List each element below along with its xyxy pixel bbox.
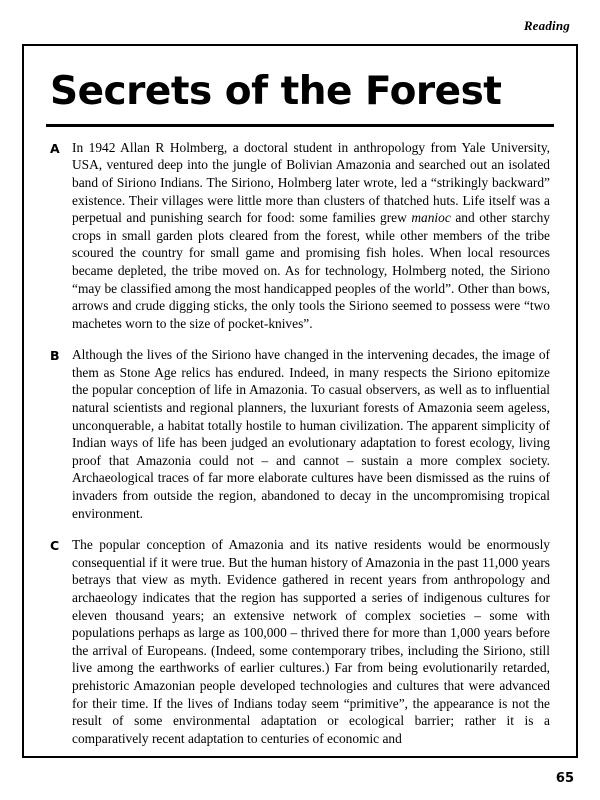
paragraph-block — [50, 139, 550, 333]
paragraph-block — [50, 346, 550, 522]
running-head: Reading — [523, 18, 570, 33]
paragraph-block — [50, 536, 550, 747]
paragraph-text: Although the lives of the Siriono have changed in the intervening decades, the image of them as Stone Age relics has endured. Indeed, in many respects the Siriono epitomize the popular conception of life in Amazonia. To casual observers, as well as to influential natural scientists and regional planners, the luxuriant forests of Amazonia seem ageless, unconquerable, a habitat totally hostile to human civilization. The apparent simplicity of Indian ways of life has been judged an evolutionary adaptation to forest ecology, living proof that Amazonia could not – and cannot – sustain a more complex society. Archaeological traces of far more elaborate cultures have been dismissed as the ruins of invaders from outside the region, abandoned to decay in the uncompromising tropical environment. — [72, 347, 550, 521]
article-frame — [22, 44, 578, 758]
paragraph-text: The popular conception of Amazonia and its native residents would be enormously consequential if it were true. But the human history of Amazonia in the past 11,000 years betrays that view as myth. Evidence gathered in recent years from anthropology and archaeology indicates that the region has supported a series of indigenous cultures for eleven thousand years; an extensive network of complex societies – some with populations perhaps as large as 100,000 – thrived there for more than 1,000 years before the arrival of Europeans. (Indeed, some contemporary tribes, including the Siriono, still live among the earthworks of earlier cultures.) Far from being evolutionarily retarded, prehistoric Amazonian people developed technologies and cultures that were advanced for their time. If the lives of Indians today seem “primitive”, the appearance is not the result of some environmental adaptation or ecological barrier; rather it is a comparatively recent adaptation to centuries of economic and — [72, 537, 550, 746]
paragraph-text: In 1942 Allan R Holmberg, a doctoral student in anthropology from Yale University, USA, ventured deep into the jungle of Bolivian Amazonia and searched out an isolated band of Siriono Indians. The Siriono, Holmberg later wrote, led a “strikingly backward” existence. Their villages were little more than clusters of thatched huts. Life itself was a perpetual and punishing search for food: some families grew manioc and other starchy crops in small garden plots cleared from the forest, while other members of the tribe scoured the country for small game and promising fish holes. When local resources became depleted, the tribe moved on. As for technology, Holmberg noted, the Siriono “may be classified among the most handicapped peoples of the world”. Other than bows, arrows and crude digging sticks, the only tools the Siriono seemed to possess were “two machetes worn to the size of pocket-knives”. — [72, 139, 550, 331]
page-number: 65 — [555, 771, 574, 786]
page-title: Secrets of the Forest — [50, 69, 502, 114]
paragraph-label: A — [50, 140, 60, 156]
paragraph-label: C — [50, 538, 60, 554]
article-body — [24, 127, 576, 748]
paragraph-label: B — [50, 348, 60, 364]
